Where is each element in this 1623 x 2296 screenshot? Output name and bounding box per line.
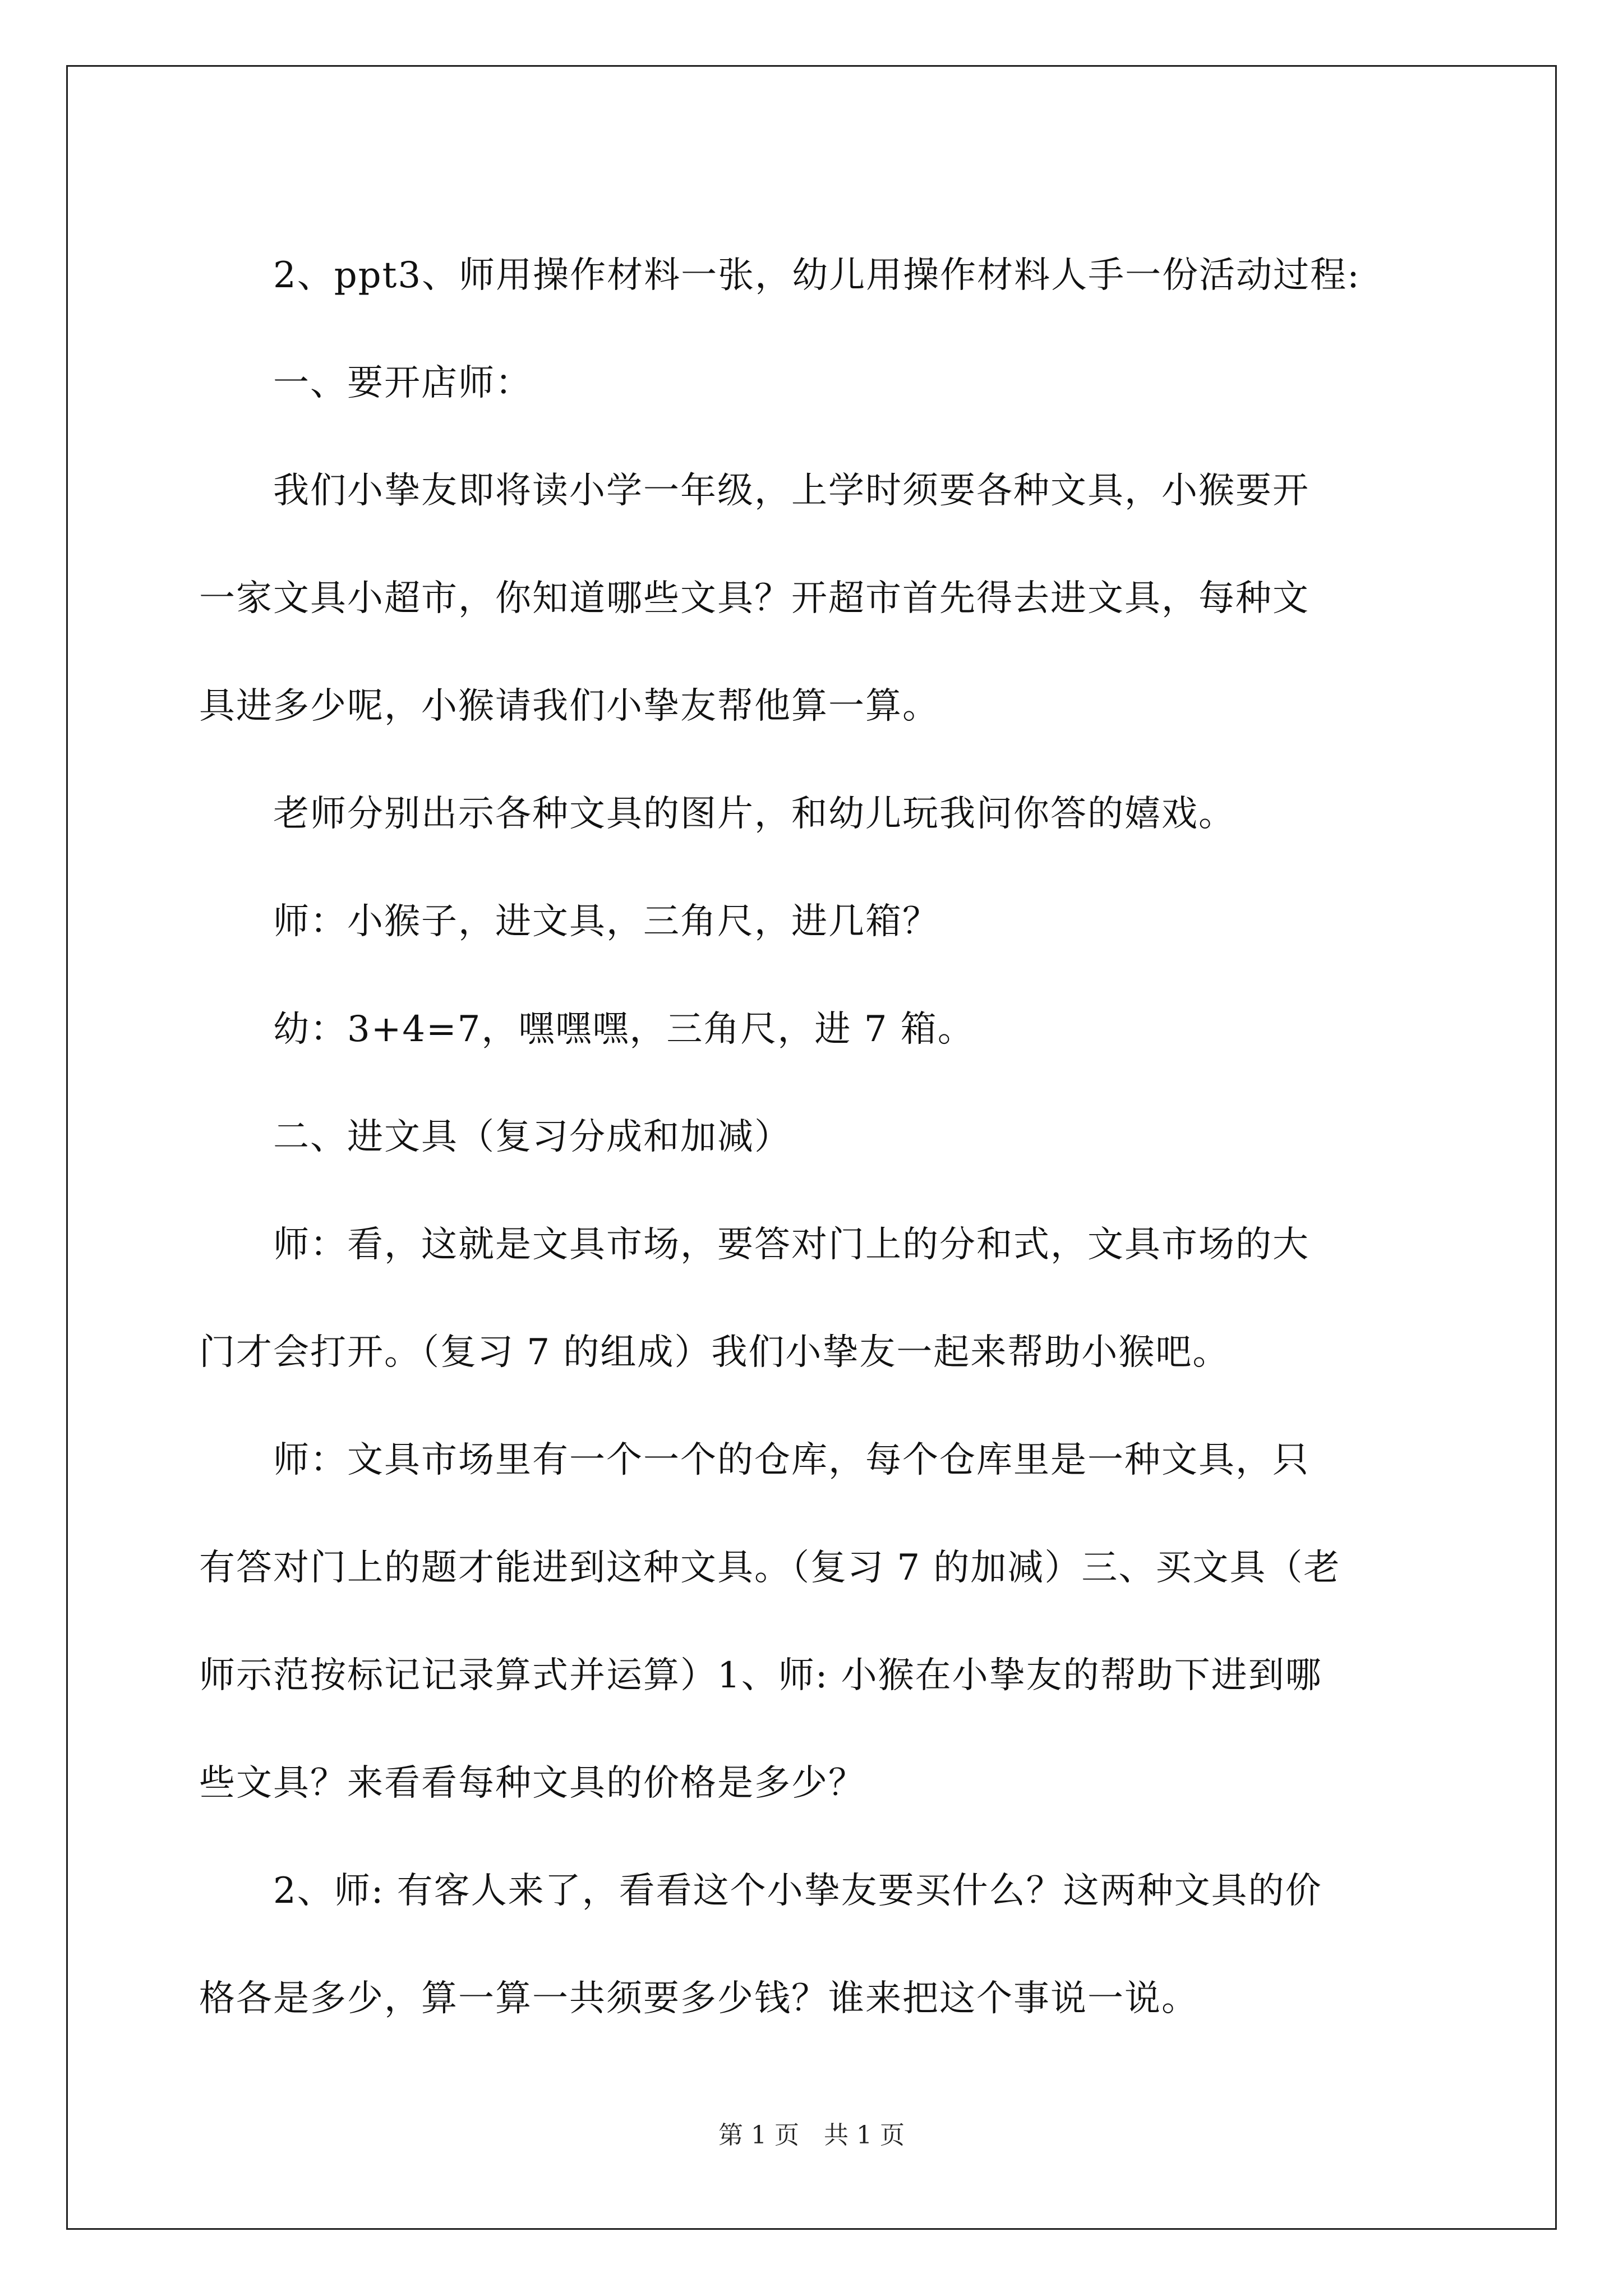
paragraph-game <box>199 760 1433 868</box>
text-line: 2、师: 有客人来了，看看这个小挚友要买什么？这两种文具的价 <box>199 1870 1322 1912</box>
paragraph-heading-open-shop <box>199 329 1433 437</box>
text-line: 我们小挚友即将读小学一年级，上学时须要各种文具，小猴要开 <box>199 470 1310 512</box>
paragraph-intro <box>199 437 1433 760</box>
paragraph-child-answer <box>199 976 1433 1083</box>
text-line: 些文具？来看看每种文具的价格是多少？ <box>199 1763 865 1804</box>
paragraph-customer <box>199 1837 1433 2053</box>
paragraph-heading-stock <box>199 1083 1433 1191</box>
text-line: 门才会打开。（复习 7 的组成）我们小挚友一起来帮助小猴吧。 <box>199 1332 1230 1373</box>
text-line: 一家文具小超市，你知道哪些文具？开超市首先得去进文具，每种文 <box>199 578 1310 619</box>
text-line: 具进多少呢，小猴请我们小挚友帮他算一算。 <box>199 685 939 727</box>
text-line: 师示范按标记记录算式并运算）1、师: 小猴在小挚友的帮助下进到哪 <box>199 1655 1322 1696</box>
document-body <box>199 222 1433 2053</box>
text-line: 有答对门上的题才能进到这种文具。（复习 7 的加减）三、买文具（老 <box>199 1547 1341 1589</box>
text-line: 幼：3+4=7，嘿嘿嘿，三角尺，进 7 箱。 <box>199 1009 975 1050</box>
text-line: 师：文具市场里有一个一个的仓库，每个仓库里是一种文具，只 <box>199 1439 1310 1481</box>
text-line: 2、ppt3、师用操作材料一张，幼儿用操作材料人手一份活动过程: <box>199 255 1361 296</box>
text-line: 师：小猴子，进文具，三角尺，进几箱？ <box>199 901 939 942</box>
text-line: 格各是多少，算一算一共须要多少钱？谁来把这个事说一说。 <box>199 1978 1198 2019</box>
text-line: 一、要开店师： <box>199 362 532 404</box>
text-line: 二、进文具（复习分成和加减） <box>199 1116 791 1158</box>
paragraph-market-gate <box>199 1191 1433 1406</box>
paragraph-warehouse <box>199 1406 1433 1837</box>
page-number-footer: 第 1 页 共 1 页 <box>718 2121 905 2150</box>
text-line: 老师分别出示各种文具的图片，和幼儿玩我问你答的嬉戏。 <box>199 793 1235 835</box>
text-line: 师：看，这就是文具市场，要答对门上的分和式，文具市场的大 <box>199 1224 1310 1266</box>
paragraph-materials <box>199 222 1433 329</box>
paragraph-teacher-question <box>199 868 1433 976</box>
